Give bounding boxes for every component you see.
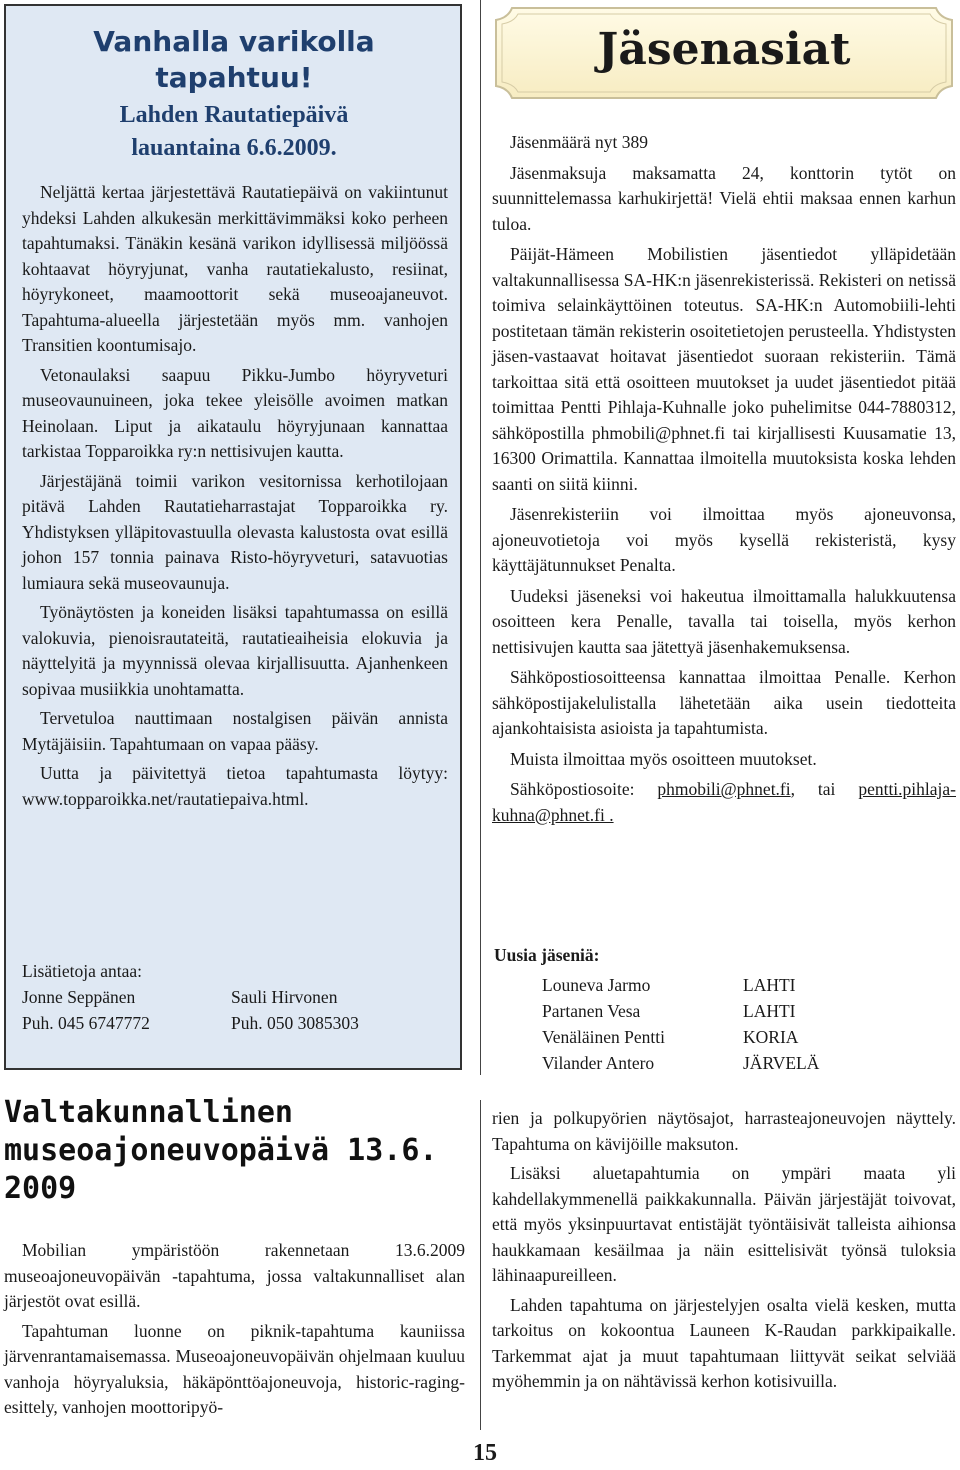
list-item: [542, 998, 819, 1024]
right-paragraph: Muista ilmoittaa myös osoitteen muutokset.: [510, 748, 817, 769]
box-subtitle-line1: Lahden Rautatiepäivä: [119, 102, 349, 128]
right-paragraph: Uudeksi jäseneksi voi hakeutua ilmoittamalla halukkuutensa osoitteen kera Penalle, tavalla tai toisella, myös kerhon nettisivujen kautta saa jätettyä jäsenhakemuksensa.: [492, 585, 956, 657]
article2-paragraph: rien ja polkupyörien näytösajot, harrasteajoneuvojen näyttely. Tapahtuma on kävijöille maksuton.: [492, 1108, 956, 1154]
member-name: Venäläinen Pentti: [542, 1027, 665, 1047]
email-separator: , tai: [790, 779, 859, 799]
box-paragraph: Tervetuloa nauttimaan nostalgisen päivän annista Mytäjäisiin. Tapahtumaan on vapaa pääsy.: [22, 708, 448, 754]
new-members-title: Uusia jäseniä:: [494, 945, 600, 965]
box-title-line1: Vanhalla varikolla: [93, 25, 375, 58]
banner-title: Jäsenasiat: [597, 24, 851, 75]
right-paragraph: Jäsenmaksuja maksamatta 24, konttorin tytöt on suunnittelemassa karhukirjettä! Vielä ehtii maksaa ennen karhun tuloa.: [492, 162, 956, 234]
email-prefix: Sähköpostiosoite:: [510, 779, 658, 799]
article2-paragraph: Lahden tapahtuma on järjestelyjen osalta vielä kesken, mutta tarkoitus on kokoontua Launeen K-Raudan parkkipaikalle. Tarkemmat ajat ja muut tapahtumaan liittyvät seikat selviää myöhemmin ja on nähtävissä kerhon kotisivuilla.: [492, 1294, 956, 1391]
box-paragraph: Työnäytösten ja koneiden lisäksi tapahtumassa on esillä valokuvia, pienoisrautateitä, rautatieaiheisia elokuvia ja näyttelyitä ja myynnissä olevaa kirjallisuutta. Ajanhenkeen sopivaa musiikkia unohtamatta.: [22, 602, 448, 699]
article2-right-column: [492, 1106, 956, 1399]
list-item: [542, 1050, 819, 1076]
contacts: [22, 958, 448, 1036]
contact1-phone: Puh. 045 6747772: [22, 1013, 150, 1033]
member-city: LAHTI: [743, 975, 796, 995]
list-item: [542, 1024, 819, 1050]
box-paragraph: Neljättä kertaa järjestettävä Rautatiepäivä on vakiintunut yhdeksi Lahden alkukesän merkittävimmäksi koko perheen tapahtumaksi. Tänäkin kesänä varikon idyllisessä miljöössä kohtaavat höyryjunat, vanha rautatiekalusto, resiinat, höyrykoneet, maamoottorit sekä museoajaneuvot. Tapahtuma-alueella järjestetään myös mm. vanhojen Transitien koontumisajo.: [22, 182, 448, 355]
box-paragraph: Uutta ja päivitettyä tietoa tapahtumasta löytyy: www.topparoikka.net/rautatiepaiva.html.: [22, 763, 448, 809]
members-column: [492, 130, 956, 833]
list-item: [542, 972, 819, 998]
column-divider: [480, 1100, 481, 1430]
box-title: [24, 24, 444, 96]
box-body: [22, 180, 448, 816]
box-title-line2: tapahtuu!: [155, 61, 313, 94]
article2-title: Valtakunnallinen museoajoneuvopäivä 13.6. 2009: [4, 1095, 438, 1206]
contacts-names-row: [22, 984, 448, 1010]
box-subtitle: [24, 99, 444, 165]
member-count: Jäsenmäärä nyt 389: [510, 132, 649, 152]
member-name: Louneva Jarmo: [542, 975, 651, 995]
right-paragraph: Jäsenrekisteriin voi ilmoittaa myös ajoneuvonsa, ajoneuvotietoja voi myös kysellä rekisteristä, kysy käyttäjätunnukset Penalta.: [492, 504, 956, 575]
new-members-list: [542, 972, 819, 1076]
article2-paragraph: Lisäksi aluetapahtumia on ympäri maata yli kahdellakymmenellä paikkakunnalla. Päivän järjestäjät toivovat, että myös yksinpuurtavat entistäjät työntäisivät talleista aihionsa haukkamaan kesäilmaa ja näin esittelisivät työnsä tuloksia lähinaapureilleen.: [492, 1163, 956, 1285]
box-paragraph: Järjestäjänä toimii varikon vesitornissa kerhotilojaan pitävä Lahden Rautatieharrastajat Topparoikka ry. Yhdistyksen ylläpitovastuulla olevasta kalustosta ovat esillä johon 157 tonnia painava Risto-höyryveturi, satavuotias lumiaura sekä museovaunuja.: [22, 470, 448, 593]
contact2-phone: Puh. 050 3085303: [231, 1013, 359, 1033]
email-link-1[interactable]: phmobili@phnet.fi: [657, 779, 791, 799]
contacts-label: Lisätietoja antaa:: [22, 961, 143, 981]
member-city: LAHTI: [743, 1001, 796, 1021]
contacts-phones-row: [22, 1010, 448, 1036]
email-line: [492, 777, 956, 828]
article2-paragraph: Mobilian ympäristöön rakennetaan 13.6.2009 museoajoneuvopäivän -tapahtuma, jossa valtakunnalliset alan järjestöt ovat esillä.: [4, 1240, 465, 1311]
contact1-name: Jonne Seppänen: [22, 987, 136, 1007]
member-city: JÄRVELÄ: [743, 1053, 820, 1073]
email-link-2[interactable]: pentti.pihlaja-kuhna@phnet.fi .: [492, 779, 956, 825]
right-paragraph: Sähköpostiosoitteensa kannattaa ilmoittaa Penalle. Kerhon sähköpostijakelulistalla lähetetään aika usein tiedotteita ajankohtaisista asioista ja tapahtumista.: [492, 667, 956, 738]
member-city: KORIA: [743, 1027, 799, 1047]
box-paragraph: Vetonaulaksi saapuu Pikku-Jumbo höyryveturi museovaunuineen, joka tekee yleisölle avoimen matkan Heinolaan. Liput ja aikataulu höyryjunaan kannattaa tarkistaa Topparoikka ry:n nettisivujen kautta.: [22, 364, 448, 461]
member-name: Partanen Vesa: [542, 1001, 641, 1021]
contact2-name: Sauli Hirvonen: [231, 987, 338, 1007]
article2-left-column: [4, 1238, 465, 1425]
right-paragraph: Päijät-Hämeen Mobilistien jäsentiedot ylläpidetään valtakunnallisessa SA-HK:n jäsenrekisterissä. Rekisteri on netissä toimiva selainkäyttöinen toteutus. SA-HK:n Automobiili-lehti postitetaan tämän rekisterin osoitetietojen perusteella. Yhdistysten jäsen-vastaavat hoitavat jäsentiedot suoraan rekisteriin. Tämä tarkoittaa sitä että osoitteen muutokset ja uudet jäsentiedot pitää toimittaa Pentti Pihlaja-Kuhnalle joko puhelimitse 044-7880312, sähköpostilla phmobili@phnet.fi tai kirjallisesti Kuusamatie 13, 16300 Orimattila. Kannattaa ilmoitella muutoksista koska lehden saanti on siitä kiinni.: [492, 244, 956, 494]
box-subtitle-line2: lauantaina 6.6.2009.: [131, 135, 337, 161]
member-name: Vilander Antero: [542, 1053, 655, 1073]
page-number: 15: [473, 1440, 497, 1466]
column-divider: [480, 0, 481, 1075]
article2-paragraph: Tapahtuman luonne on piknik-tapahtuma kauniissa järvenrantamaisemassa. Museoajoneuvopäivän ohjelmaan kuuluu vanhoja höyryaluksia, häkäpönttöajoneuvoja, historic-raging-esittely, vanhojen moottoripyö-: [4, 1320, 465, 1417]
